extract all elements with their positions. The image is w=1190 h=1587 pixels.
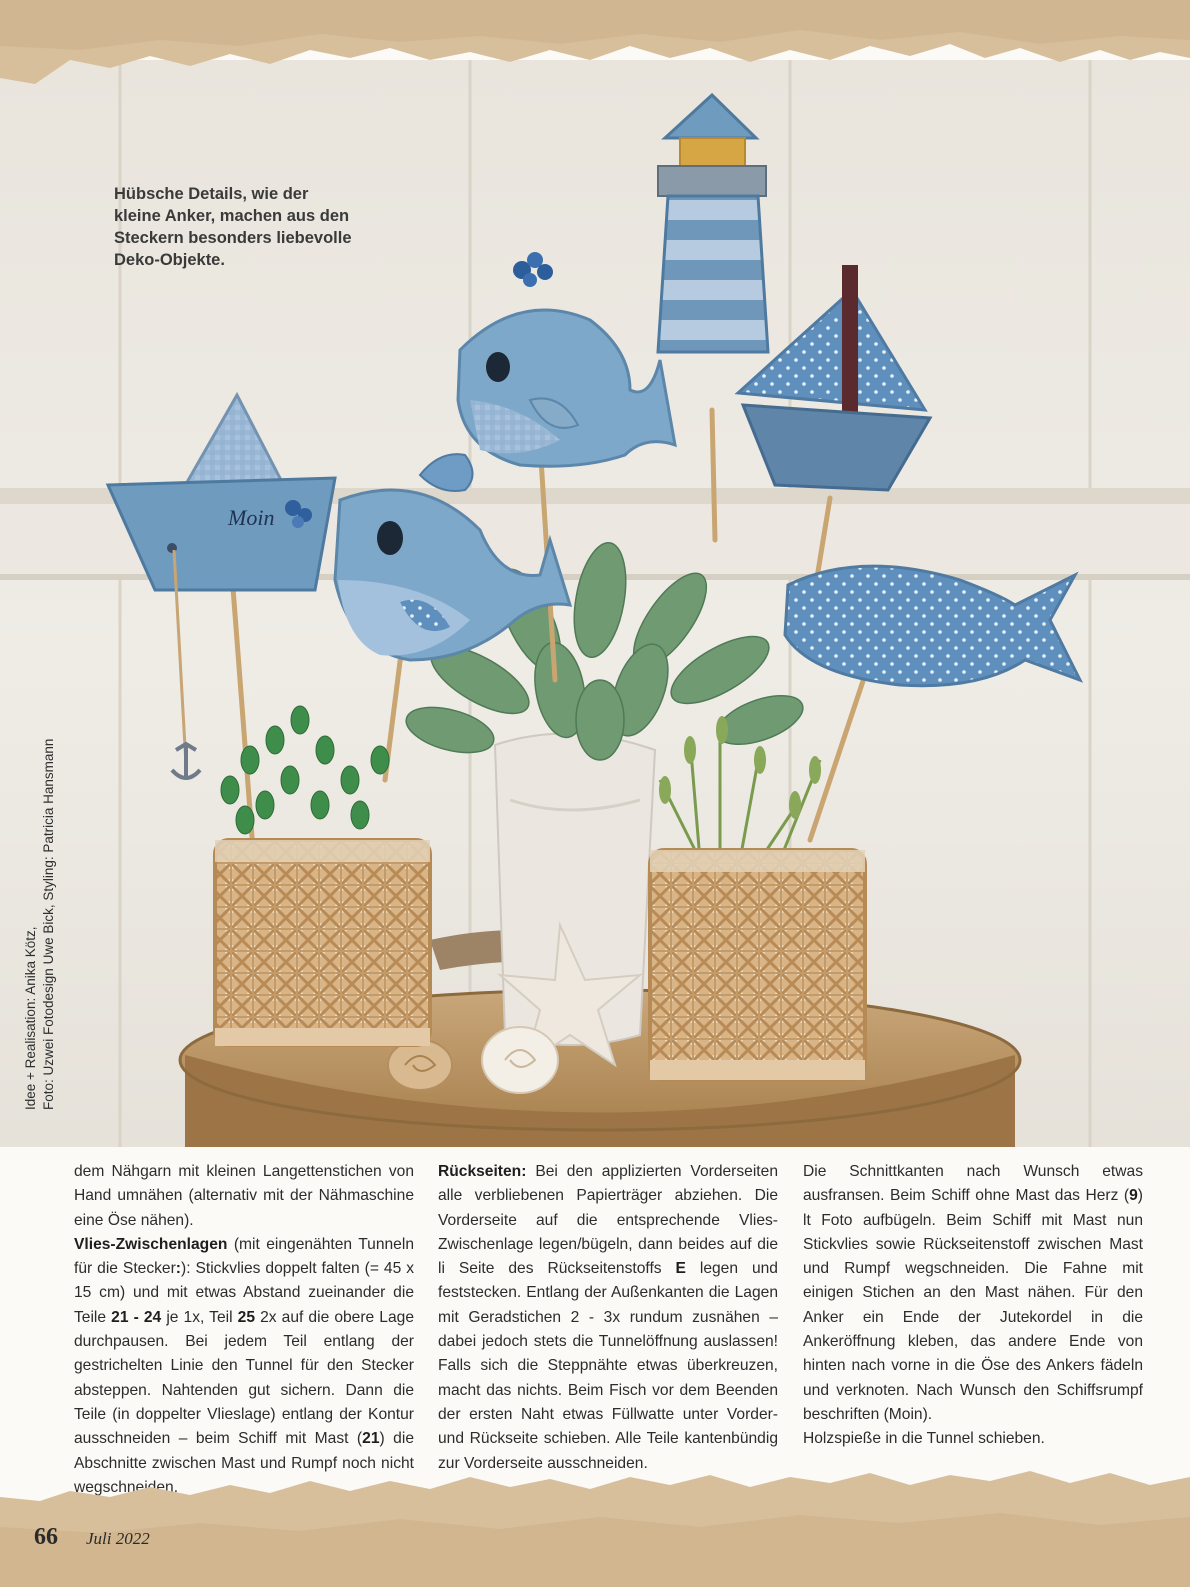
paragraph: Vlies-Zwischenlagen (mit eingenähten Tunneln für die Stecker:): Stickvlies doppelt falten (= 45 x 15 cm) und mit etwas Abstand zueinander die Teile 21 - 24 je 1x, Teil 25 2x auf die obere Lage durchpausen. Bei jedem Teil entlang der gestrichelten Linie den Tunnel für den Stecker absteppen. Nahtenden gut sichern. Dann die Teile (in doppelter Vlieslage) entlang der Kontur ausschneiden – beim Schiff mit Mast (21) die Abschnitte zwischen Mast und Rumpf noch nicht wegschneiden. [74,1235,414,1496]
boat-moin-label: Moin [228,505,275,530]
lighthouse-topper [658,95,768,352]
section-heading: Vlies-Zwischenlagen [74,1235,228,1253]
credit-line: Idee + Realisation: Anika Kötz, [23,926,38,1110]
torn-paper-top [0,0,1190,110]
caption-line: Deko-Objekte. [114,251,225,269]
section-heading: Rückseiten: [438,1163,527,1180]
paragraph: dem Nähgarn mit kleinen Langettenstichen von Hand umnähen (alternativ mit der Nähmaschine eine Öse nähen). [74,1163,414,1229]
text-column-1 [74,1160,414,1500]
photo-caption [114,183,354,271]
paragraph: Holzspieße in die Tunnel schieben. [803,1430,1045,1448]
torn-paper-bottom [0,1467,1190,1587]
paragraph: Rückseiten: Bei den applizierten Vorderseiten alle verbliebenen Papierträger abziehen. Die Vorderseite auf die entsprechende Vlies-Zwischenlage legen/bügeln, dann beides auf die li Seite des Rückseitenstoffs E legen und feststecken. Entlang der Außenkanten die Lagen mit Geradstichen 2 - 3x rundum zusnähen – dabei jedoch stets die Tunnelöffnung auslassen! Falls sich die Steppnähte etwas überkreuzen, macht das nichts. Beim Fisch vor dem Beenden der ersten Naht etwas Füllwatte unter Vorder- und Rückseite schieben. Alle Teile kantenbündig zur Vorderseite ausschneiden. [438,1163,778,1472]
page-footer [34,1524,150,1551]
issue-date: Juli 2022 [86,1529,150,1548]
credit-line: Foto: Uzwei Fotodesign Uwe Bick, Styling: Patricia Hansmann [41,738,56,1110]
text-column-2 [438,1160,778,1476]
caption-line: kleine Anker, machen aus den [114,207,350,225]
photo-credits [22,739,58,1110]
page-number: 66 [34,1524,58,1550]
caption-line: Hübsche Details, wie der [114,185,309,203]
text-column-3 [803,1160,1143,1452]
caption-line: Steckern besonders liebevolle [114,229,352,247]
paragraph: Die Schnittkanten nach Wunsch etwas ausfransen. Beim Schiff ohne Mast das Herz (9) lt Foto aufbügeln. Beim Schiff mit Mast nun Stickvlies sowie Rückseitenstoff zwischen Mast und Rumpf wegschneiden. Die Fahne mit einigen Stichen an den Mast nähen. Für den Anker ein Ende der Jutekordel in die Ankeröffnung kleben, das andere Ende von hinten nach vorne in die Öse des Ankers fädeln und verknoten. Nach Wunsch den Schiffsrumpf beschriften (Moin). [803,1163,1143,1423]
